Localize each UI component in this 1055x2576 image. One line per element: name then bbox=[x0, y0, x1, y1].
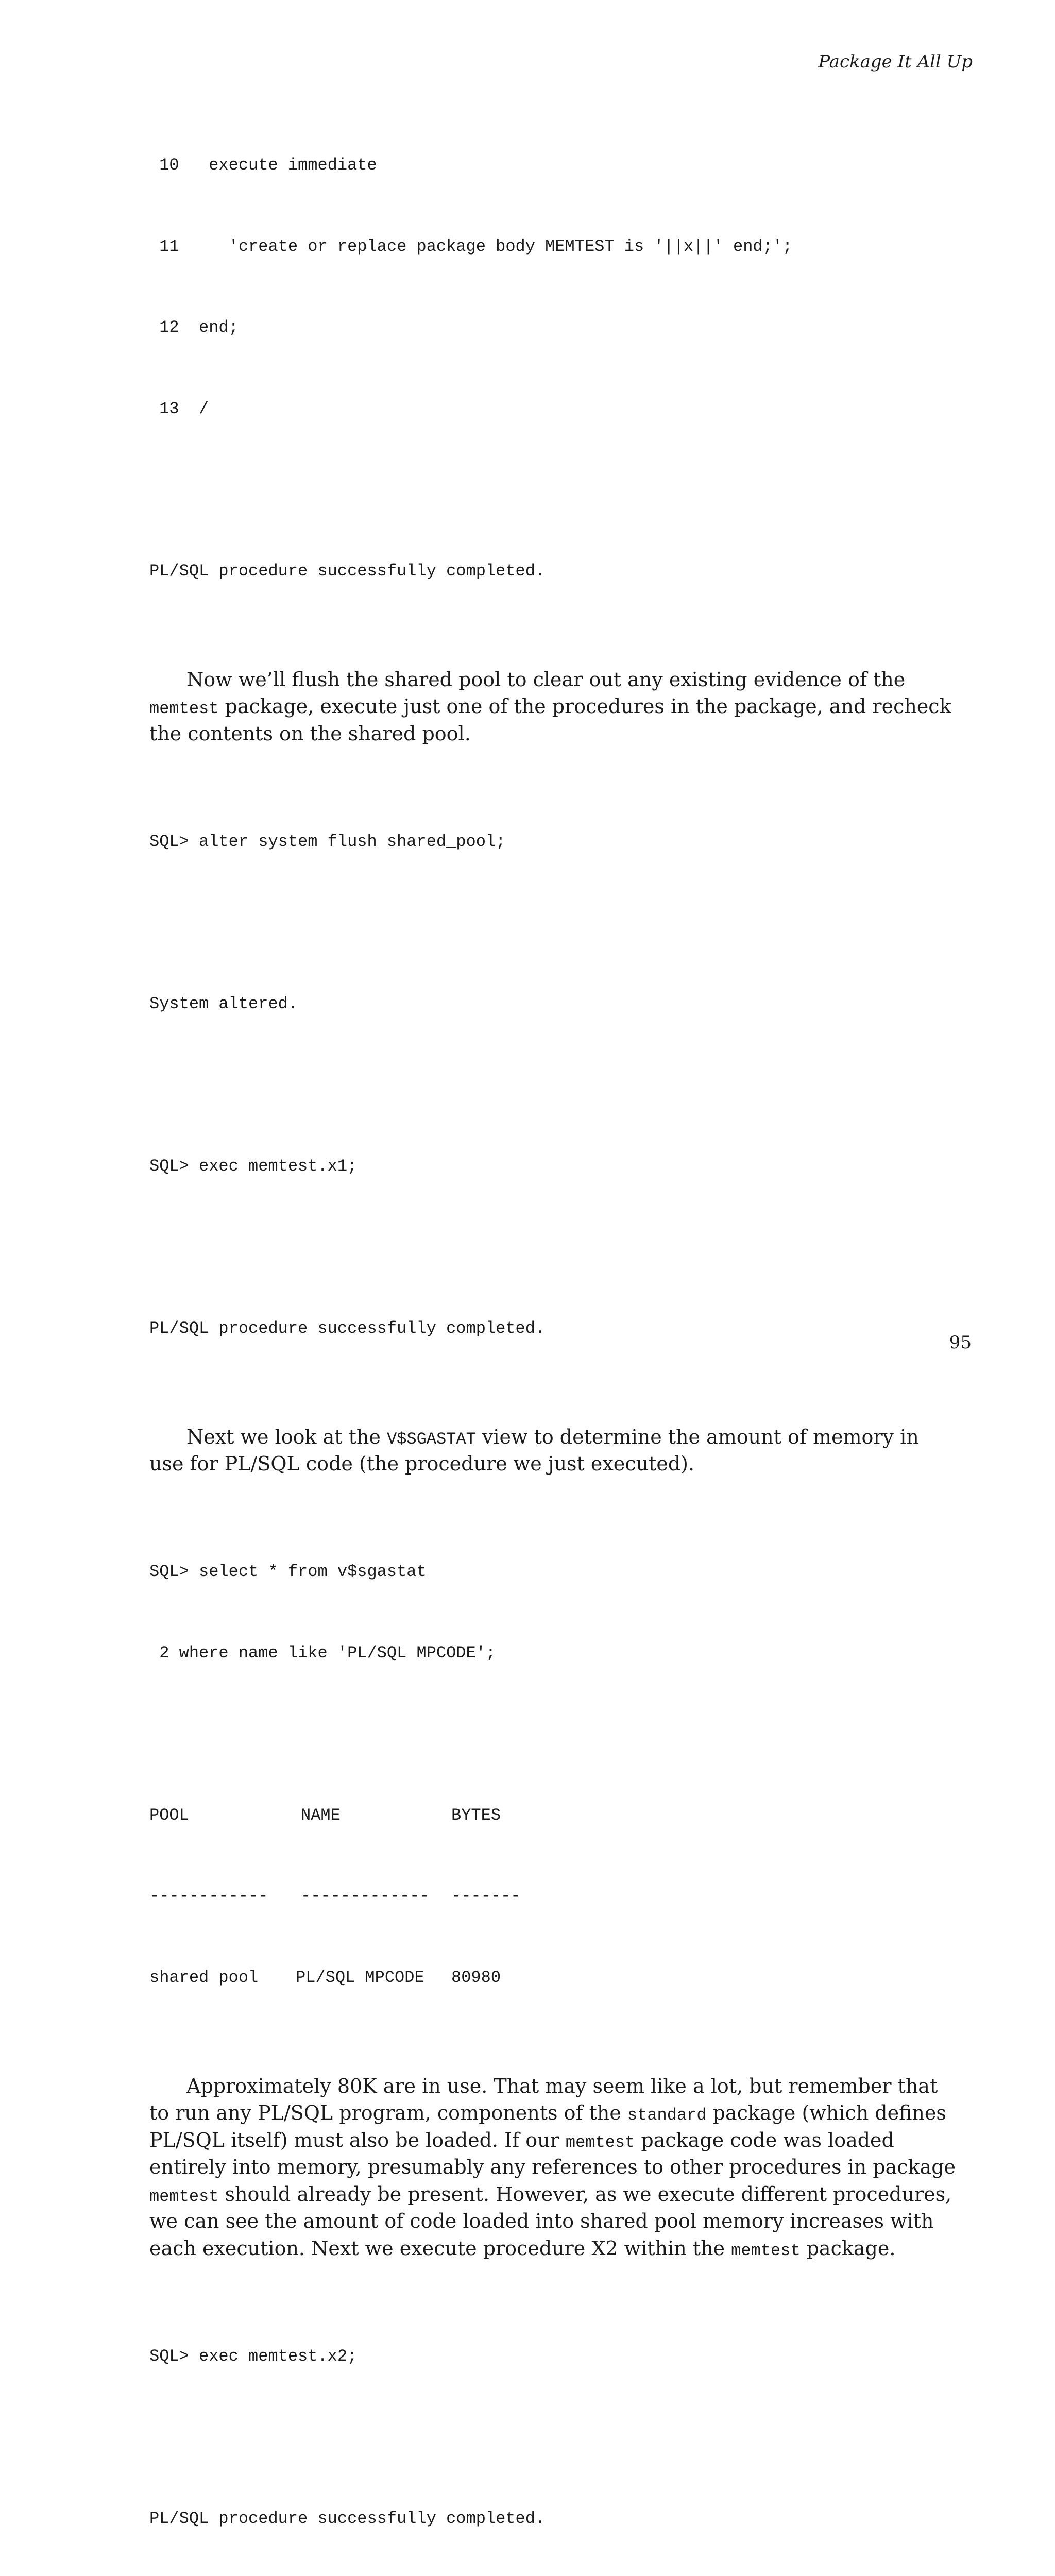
paragraph-text: each execution. Next we execute procedure X2 within the bbox=[149, 2237, 731, 2260]
cell-bytes: 80980 bbox=[451, 1968, 501, 1987]
blank-line bbox=[149, 1721, 974, 1748]
blank-line bbox=[149, 1072, 974, 1099]
inline-code: memtest bbox=[149, 2187, 218, 2206]
blank-line bbox=[149, 2045, 974, 2073]
paragraph-line bbox=[149, 693, 886, 720]
inline-code: memtest bbox=[566, 2133, 635, 2152]
blank-line bbox=[149, 477, 974, 504]
blank-line bbox=[149, 2262, 974, 2289]
inline-code: memtest bbox=[731, 2241, 800, 2260]
paragraph-line bbox=[149, 2235, 886, 2262]
code-block-1 bbox=[149, 98, 974, 639]
code-output: PL/SQL procedure successfully completed. bbox=[149, 558, 974, 585]
inline-code: standard bbox=[627, 2106, 707, 2125]
paragraph-text: PL/SQL itself) must also be loaded. If our bbox=[149, 2129, 566, 2151]
code-line: 12 end; bbox=[149, 314, 974, 342]
code-block-2 bbox=[149, 774, 974, 1397]
inline-code: V$SGASTAT bbox=[387, 1430, 476, 1449]
paragraph-line bbox=[149, 2099, 886, 2127]
paragraph-text: Now we’ll flush the shared pool to clear out any existing evidence of the bbox=[186, 668, 905, 691]
column-header-pool: POOL bbox=[149, 1802, 301, 1829]
paragraph-approx-80k bbox=[149, 2073, 886, 2262]
code-block-4 bbox=[149, 2289, 974, 2576]
paragraph-line bbox=[149, 2181, 886, 2208]
paragraph-text: to run any PL/SQL program, components of the bbox=[149, 2102, 627, 2124]
result-table-header bbox=[149, 1802, 974, 1829]
blank-line bbox=[149, 1396, 974, 1423]
separator-name: ------------- bbox=[301, 1883, 451, 1910]
result-table-separator bbox=[149, 1883, 974, 1910]
code-line: SQL> exec memtest.x2; bbox=[149, 2343, 974, 2370]
paragraph-line: the contents on the shared pool. bbox=[149, 720, 886, 748]
blank-line bbox=[149, 2424, 974, 2451]
paragraph-text: Next we look at the bbox=[186, 1426, 387, 1448]
blank-line bbox=[149, 747, 974, 774]
page-content bbox=[149, 98, 974, 2576]
separator-bytes: ------- bbox=[451, 1887, 520, 1906]
page-number: 95 bbox=[949, 1332, 972, 1353]
code-output: System altered. bbox=[149, 991, 974, 1018]
paragraph-flush bbox=[149, 666, 886, 748]
paragraph-text: should already be present. However, as we execute different procedures, bbox=[218, 2183, 951, 2206]
table-row bbox=[149, 1964, 974, 1992]
code-line: 13 / bbox=[149, 396, 974, 423]
paragraph-text: package, execute just one of the procedures in the package, and recheck bbox=[218, 695, 951, 718]
code-line: SQL> alter system flush shared_pool; bbox=[149, 828, 974, 856]
cell-name: PL/SQL MPCODE bbox=[296, 1964, 451, 1992]
blank-line bbox=[149, 909, 974, 937]
code-line: 10 execute immediate bbox=[149, 152, 974, 179]
paragraph-line bbox=[149, 1423, 886, 1451]
inline-code: memtest bbox=[149, 699, 218, 718]
code-output: PL/SQL procedure successfully completed. bbox=[149, 2505, 974, 2533]
paragraph-line bbox=[149, 666, 886, 693]
paragraph-sgastat bbox=[149, 1423, 886, 1478]
blank-line bbox=[149, 1478, 974, 1505]
cell-pool: shared pool bbox=[149, 1964, 296, 1992]
blank-line bbox=[149, 639, 974, 666]
code-line: 2 where name like 'PL/SQL MPCODE'; bbox=[149, 1640, 974, 1667]
paragraph-text: view to determine the amount of memory in bbox=[476, 1426, 919, 1448]
code-output: PL/SQL procedure successfully completed. bbox=[149, 1315, 974, 1343]
code-line: 11 'create or replace package body MEMTEST is '||x||' end;'; bbox=[149, 233, 974, 261]
paragraph-text: Approximately 80K are in use. That may seem like a lot, but remember that bbox=[186, 2075, 938, 2097]
column-header-name: NAME bbox=[301, 1802, 451, 1829]
code-block-3 bbox=[149, 1504, 974, 2045]
paragraph-text: package code was loaded bbox=[635, 2129, 894, 2151]
column-header-bytes: BYTES bbox=[451, 1806, 501, 1825]
paragraph-text: package. bbox=[801, 2237, 896, 2260]
blank-line bbox=[149, 1234, 974, 1261]
paragraph-line: use for PL/SQL code (the procedure we just executed). bbox=[149, 1450, 886, 1478]
paragraph-line: we can see the amount of code loaded into shared pool memory increases with bbox=[149, 2208, 886, 2235]
code-line: SQL> exec memtest.x1; bbox=[149, 1153, 974, 1180]
paragraph-line bbox=[149, 2073, 886, 2100]
paragraph-line: entirely into memory, presumably any references to other procedures in package bbox=[149, 2154, 886, 2181]
separator-pool: ------------ bbox=[149, 1883, 301, 1910]
paragraph-text: package (which defines bbox=[707, 2102, 946, 2124]
paragraph-line bbox=[149, 2127, 886, 2154]
code-line: SQL> select * from v$sgastat bbox=[149, 1558, 974, 1586]
running-head: Package It All Up bbox=[818, 52, 973, 72]
